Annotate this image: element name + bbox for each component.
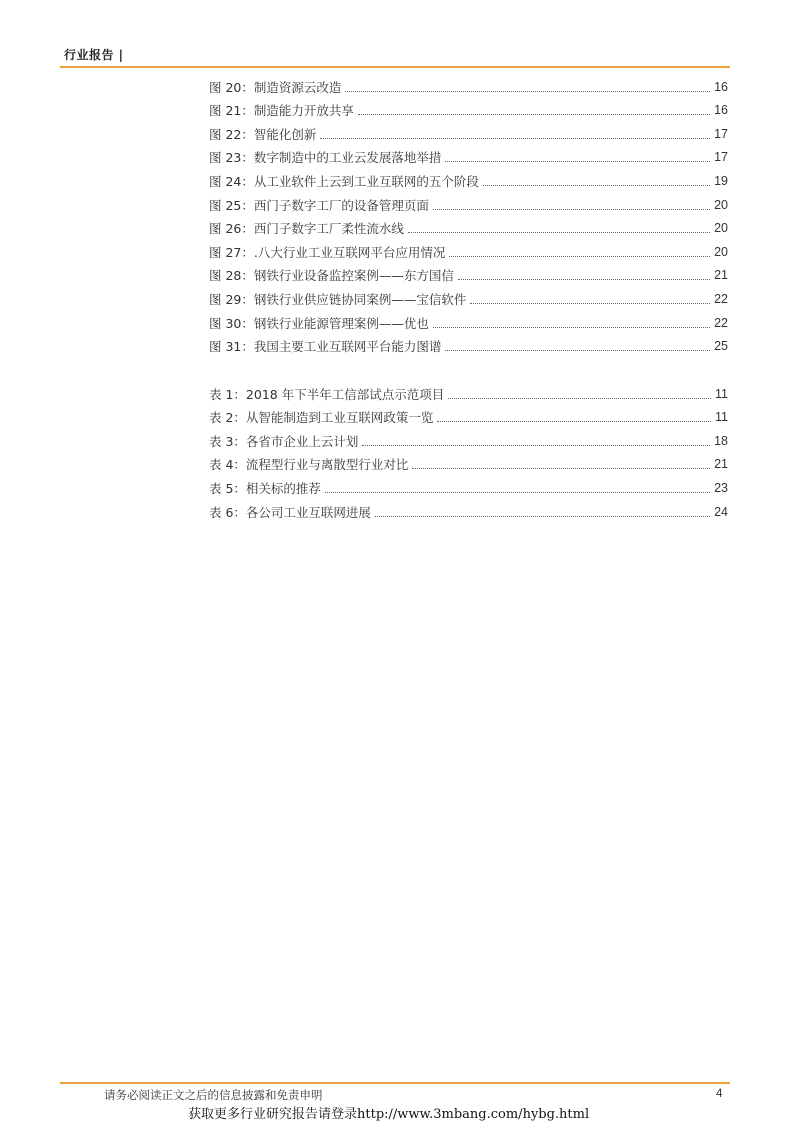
toc-entry[interactable]	[209, 472, 728, 496]
toc-entry[interactable]	[209, 118, 728, 142]
toc-entry-page: 22	[714, 291, 728, 306]
toc-entry-title: 图 21：制造能力开放共享	[209, 103, 354, 119]
footer-disclaimer: 请务必阅读正文之后的信息披露和免责申明	[104, 1088, 323, 1102]
toc-entry[interactable]	[209, 449, 728, 473]
toc-leader-dots	[358, 114, 710, 115]
toc-entry[interactable]	[209, 165, 728, 189]
page-number: 4	[716, 1088, 723, 1100]
toc-entry-page: 11	[715, 386, 728, 401]
toc-leader-dots	[375, 516, 710, 517]
toc-leader-dots	[408, 232, 710, 233]
toc-leader-dots	[483, 185, 710, 186]
toc-leader-dots	[458, 279, 710, 280]
toc-entry-title: 图 23：数字制造中的工业云发展落地举措	[209, 150, 442, 166]
table-list	[209, 378, 728, 520]
toc-entry-page: 16	[714, 79, 728, 94]
toc-entry[interactable]	[209, 283, 728, 307]
toc-entry-title: 表 3：各省市企业上云计划	[209, 433, 359, 449]
toc-entry-page: 23	[714, 480, 728, 495]
toc-leader-dots	[433, 327, 710, 328]
toc-entry-page: 18	[714, 433, 728, 448]
toc-entry-page: 11	[715, 410, 728, 425]
toc-entry-title: 表 1：2018 年下半年工信部试点示范项目	[209, 386, 445, 402]
toc-entry[interactable]	[209, 402, 728, 426]
toc-entry-title: 图 30：钢铁行业能源管理案例——优也	[209, 315, 429, 331]
toc-entry-page: 21	[714, 457, 728, 472]
toc-entry-page: 22	[714, 315, 728, 330]
toc-entry-title: 图 31：我国主要工业互联网平台能力图谱	[209, 339, 442, 355]
toc-entry-page: 20	[714, 244, 728, 259]
toc-entry[interactable]	[209, 378, 728, 402]
toc-entry[interactable]	[209, 213, 728, 237]
toc-entry-title: 图 26：西门子数字工厂柔性流水线	[209, 221, 404, 237]
toc-leader-dots	[412, 468, 710, 469]
toc-entry[interactable]	[209, 189, 728, 213]
toc-leader-dots	[437, 421, 711, 422]
toc-leader-dots	[345, 91, 710, 92]
toc-leader-dots	[320, 138, 710, 139]
toc-leader-dots	[433, 209, 710, 210]
toc-entry-page: 16	[714, 103, 728, 118]
toc-entry-title: 表 5：相关标的推荐	[209, 480, 321, 496]
toc-entry[interactable]	[209, 307, 728, 331]
toc-entry-title: 图 24：从工业软件上云到工业互联网的五个阶段	[209, 173, 479, 189]
toc-entry[interactable]	[209, 236, 728, 260]
toc-leader-dots	[470, 303, 710, 304]
toc-entry-page: 20	[714, 221, 728, 236]
toc-entry[interactable]	[209, 142, 728, 166]
toc-entry-title: 图 20：制造资源云改造	[209, 79, 342, 95]
toc-entry-page: 20	[714, 197, 728, 212]
toc-entry-page: 19	[714, 173, 728, 188]
toc-entry-page: 21	[714, 268, 728, 283]
toc-entry[interactable]	[209, 95, 728, 119]
toc-entry[interactable]	[209, 496, 728, 520]
toc-leader-dots	[448, 398, 711, 399]
toc-entry-page: 17	[714, 150, 728, 165]
figure-list	[209, 71, 728, 354]
toc-leader-dots	[445, 161, 710, 162]
toc-leader-dots	[449, 256, 710, 257]
toc-leader-dots	[325, 492, 710, 493]
toc-entry[interactable]	[209, 260, 728, 284]
footer-divider	[60, 1082, 730, 1084]
toc-entry-title: 图 29：钢铁行业供应链协同案例——宝信软件	[209, 291, 467, 307]
promo-link-text[interactable]: 获取更多行业研究报告请登录http://www.3mbang.com/hybg.html	[188, 1107, 590, 1122]
toc-entry-page: 25	[714, 339, 728, 354]
toc-entry-title: 图 28：钢铁行业设备监控案例——东方国信	[209, 268, 454, 284]
toc-entry-title: 图 25：西门子数字工厂的设备管理页面	[209, 197, 429, 213]
toc-entry-title: 表 6：各公司工业互联网进展	[209, 504, 371, 520]
toc-leader-dots	[445, 350, 710, 351]
toc-entry-title: 表 4：流程型行业与离散型行业对比	[209, 457, 409, 473]
toc-entry[interactable]	[209, 71, 728, 95]
toc-entry-page: 17	[714, 126, 728, 141]
toc-entry[interactable]	[209, 331, 728, 355]
toc-entry-page: 24	[714, 504, 728, 519]
report-type-label: 行业报告 |	[64, 48, 124, 62]
toc-entry-title: 表 2：从智能制造到工业互联网政策一览	[209, 410, 434, 426]
header-divider	[60, 66, 730, 68]
toc-entry-title: 图 22：智能化创新	[209, 126, 317, 142]
toc-leader-dots	[362, 445, 710, 446]
toc-entry-title: 图 27：.八大行业工业互联网平台应用情况	[209, 244, 446, 260]
toc-entry[interactable]	[209, 425, 728, 449]
